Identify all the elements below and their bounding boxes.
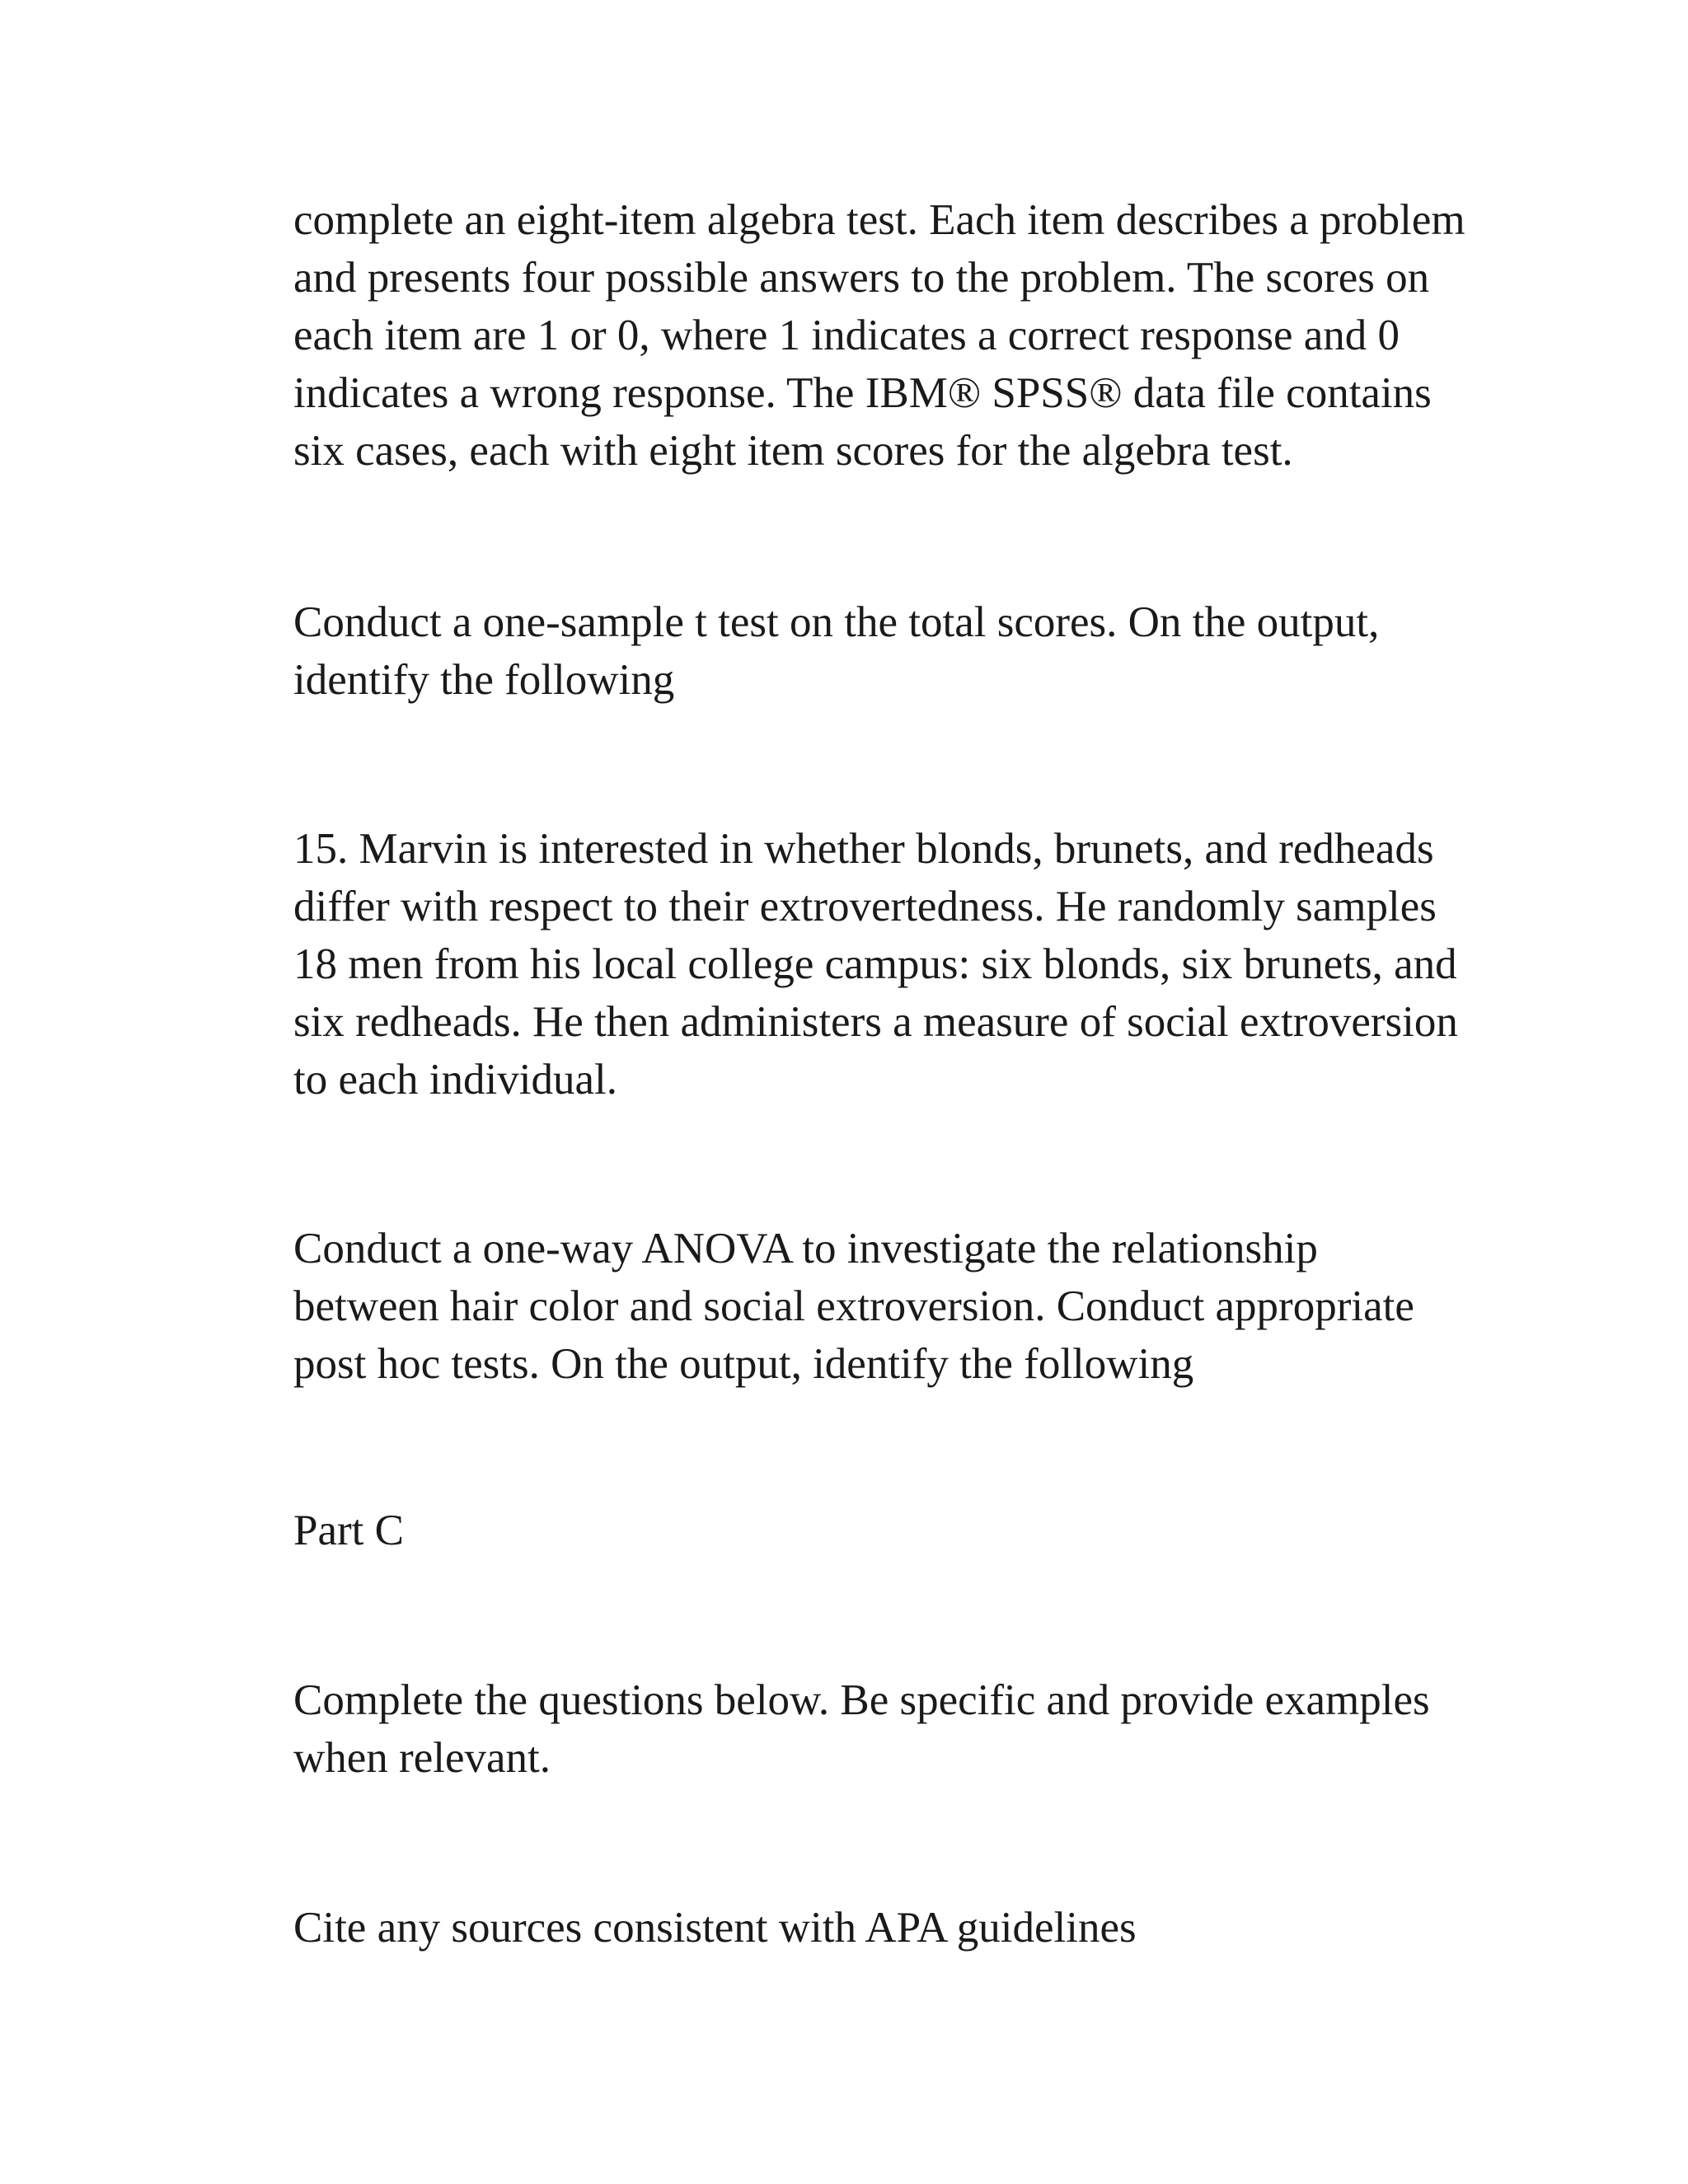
paragraph-question-15	[293, 820, 1497, 1108]
section-heading-part-c	[293, 1502, 1497, 1559]
text-line: complete an eight-item algebra test. Each item describes a problem	[293, 196, 1465, 244]
text-line: 15. Marvin is interested in whether blonds, brunets, and redheads	[293, 825, 1434, 873]
text-line: differ with respect to their extrovertedness. He randomly samples	[293, 883, 1437, 930]
text-line: indicates a wrong response. The IBM® SPSS® data file contains	[293, 369, 1432, 417]
text-line: Complete the questions below. Be specific and provide examples	[293, 1676, 1430, 1724]
text-line: 18 men from his local college campus: six blonds, six brunets, and	[293, 940, 1457, 988]
text-line: identify the following	[293, 656, 675, 704]
paragraph-algebra-test-description	[293, 191, 1497, 480]
text-line: Cite any sources consistent with APA guidelines	[293, 1904, 1137, 1952]
paragraph-complete-questions	[293, 1671, 1497, 1787]
text-line: to each individual.	[293, 1056, 617, 1104]
text-line: six cases, each with eight item scores for the algebra test.	[293, 427, 1293, 475]
text-line: Conduct a one-way ANOVA to investigate the relationship	[293, 1225, 1318, 1272]
paragraph-apa-citation-note	[293, 1899, 1497, 1957]
text-line: post hoc tests. On the output, identify the following	[293, 1340, 1194, 1388]
text-line: between hair color and social extroversion. Conduct appropriate	[293, 1282, 1414, 1330]
text-line: six redheads. He then administers a measure of social extroversion	[293, 998, 1458, 1046]
paragraph-anova-instruction	[293, 1220, 1497, 1393]
paragraph-one-sample-t-test-instruction	[293, 593, 1497, 709]
text-line: when relevant.	[293, 1734, 551, 1782]
text-line: Conduct a one-sample t test on the total scores. On the output,	[293, 598, 1380, 646]
text-line: each item are 1 or 0, where 1 indicates a correct response and 0	[293, 312, 1400, 359]
text-line: and presents four possible answers to the problem. The scores on	[293, 254, 1430, 302]
text-line: Part C	[293, 1507, 404, 1554]
